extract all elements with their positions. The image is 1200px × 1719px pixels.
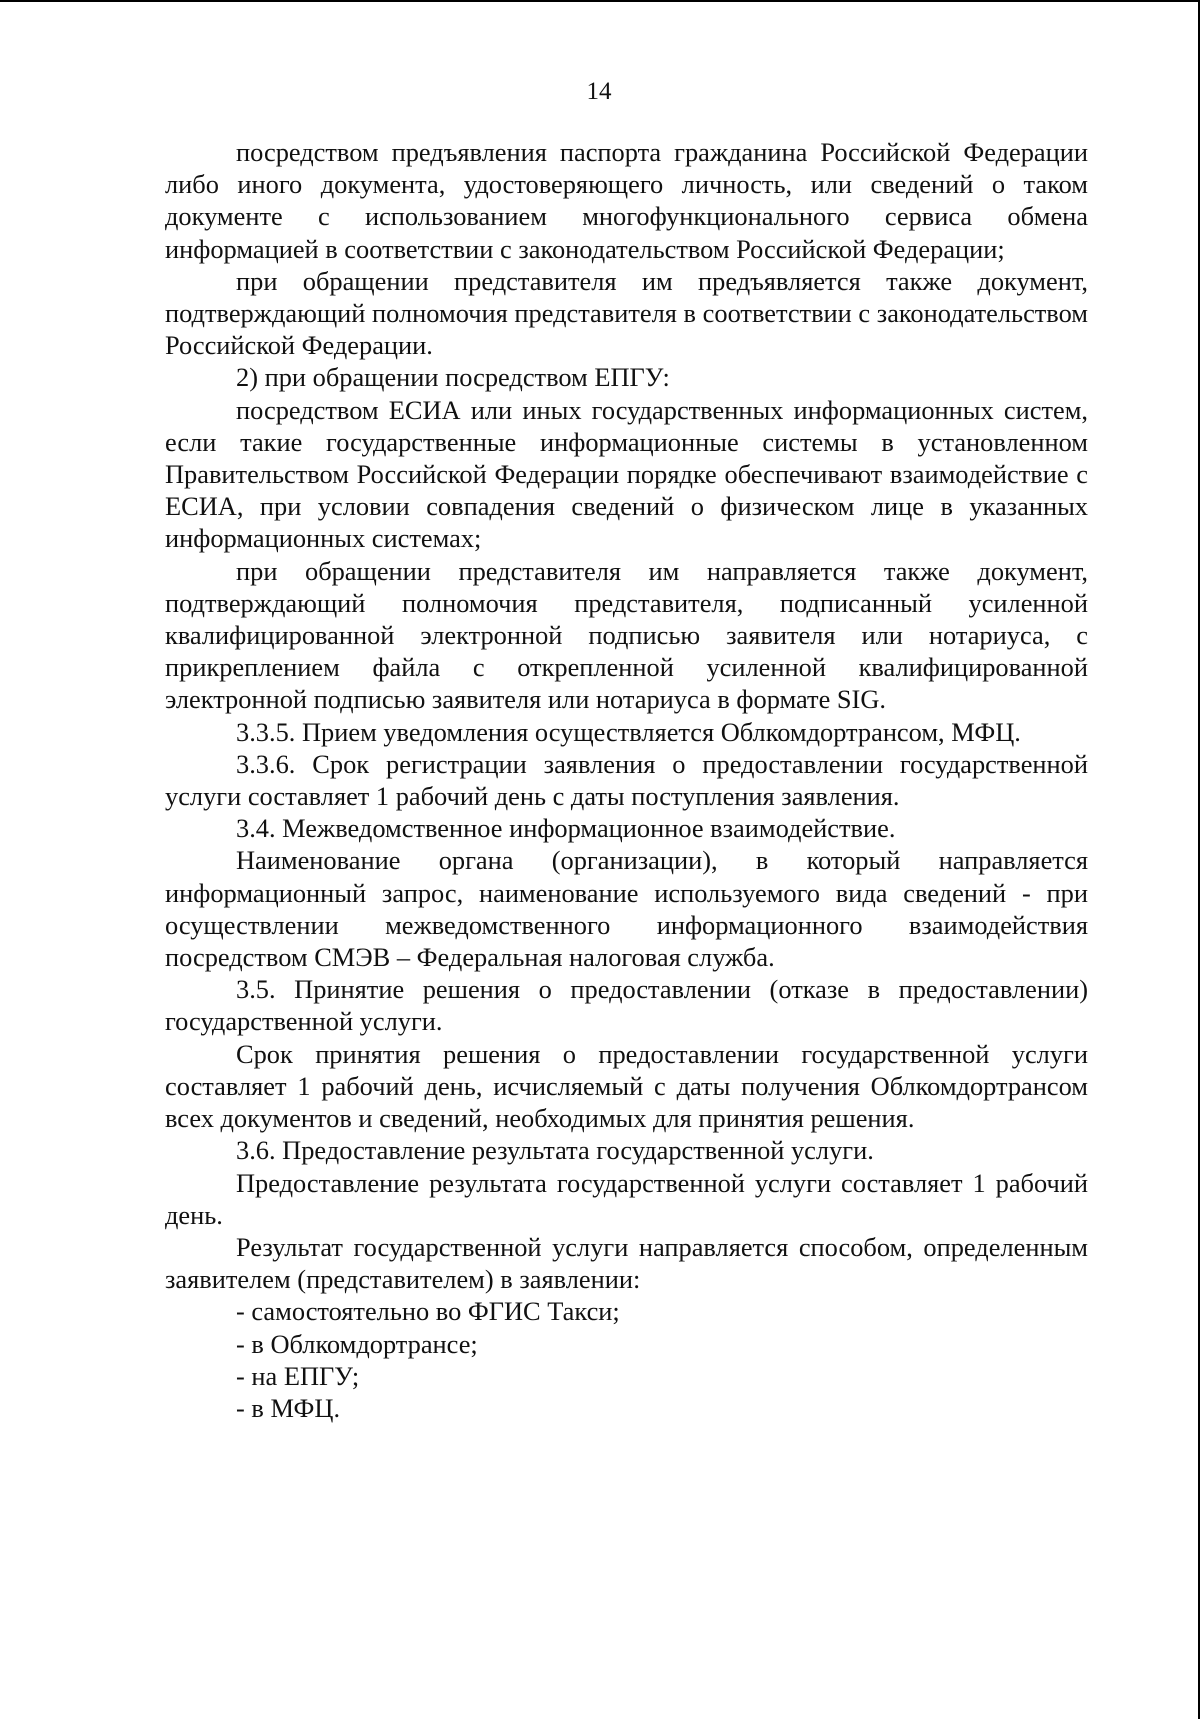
document-body <box>165 136 1088 1424</box>
paragraph: посредством предъявления паспорта гражданина Российской Федерации либо иного документа, удостоверяющего личность, или сведений о таком документе с использованием многофункционального сервиса обмена информацией в соответствии с законодательством Российской Федерации; <box>165 137 1088 264</box>
section-heading: 3.6. Предоставление результата государственной услуги. <box>236 1135 874 1166</box>
page-number: 14 <box>586 78 612 105</box>
paragraph: 3.3.5. Прием уведомления осуществляется Облкомдортрансом, МФЦ. <box>236 716 1021 747</box>
paragraph: 3.3.6. Срок регистрации заявления о предоставлении государственной услуги составляет 1 рабочий день с даты поступления заявления. <box>165 748 1088 812</box>
paragraph: при обращении представителя им направляется также документ, подтверждающий полномочия представителя, подписанный усиленной квалифицированной электронной подписью заявителя или нотариуса, с прикреплением файла с открепленной усиленной квалифицированной электронной подписью заявителя или нотариуса в формате SIG. <box>165 555 1088 715</box>
paragraph: при обращении представителя им предъявляется также документ, подтверждающий полномочия представителя в соответствии с законодательством Российской Федерации. <box>165 265 1088 361</box>
paragraph: 2) при обращении посредством ЕПГУ: <box>236 362 670 393</box>
paragraph: Наименование органа (организации), в который направляется информационный запрос, наименование используемого вида сведений - при осуществлении межведомственного информационного взаимодействия посредством СМЭВ – Федеральная налоговая служба. <box>165 845 1088 973</box>
list-item: - в Облкомдортрансе; <box>236 1328 478 1359</box>
paragraph: Срок принятия решения о предоставлении государственной услуги составляет 1 рабочий день, исчисляемый с даты получения Облкомдортрансом всех документов и сведений, необходимых для принятия решения. <box>165 1038 1088 1134</box>
paragraph: посредством ЕСИА или иных государственных информационных систем, если такие государственные информационные системы в установленном Правительством Российской Федерации порядке обеспечивают взаимодействие с ЕСИА, при условии совпадения сведений о физическом лице в указанных информационных системах; <box>165 394 1088 554</box>
list-item: - в МФЦ. <box>236 1392 341 1423</box>
section-heading: 3.4. Межведомственное информационное взаимодействие. <box>236 813 896 844</box>
section-heading: 3.5. Принятие решения о предоставлении (отказе в предоставлении) государственной услуги. <box>165 974 1088 1037</box>
paragraph: Предоставление результата государственной услуги составляет 1 рабочий день. <box>165 1167 1088 1230</box>
list-item: - самостоятельно во ФГИС Такси; <box>236 1296 620 1327</box>
paragraph: Результат государственной услуги направляется способом, определенным заявителем (представителем) в заявлении: <box>165 1231 1088 1295</box>
list-item: - на ЕПГУ; <box>236 1360 360 1391</box>
